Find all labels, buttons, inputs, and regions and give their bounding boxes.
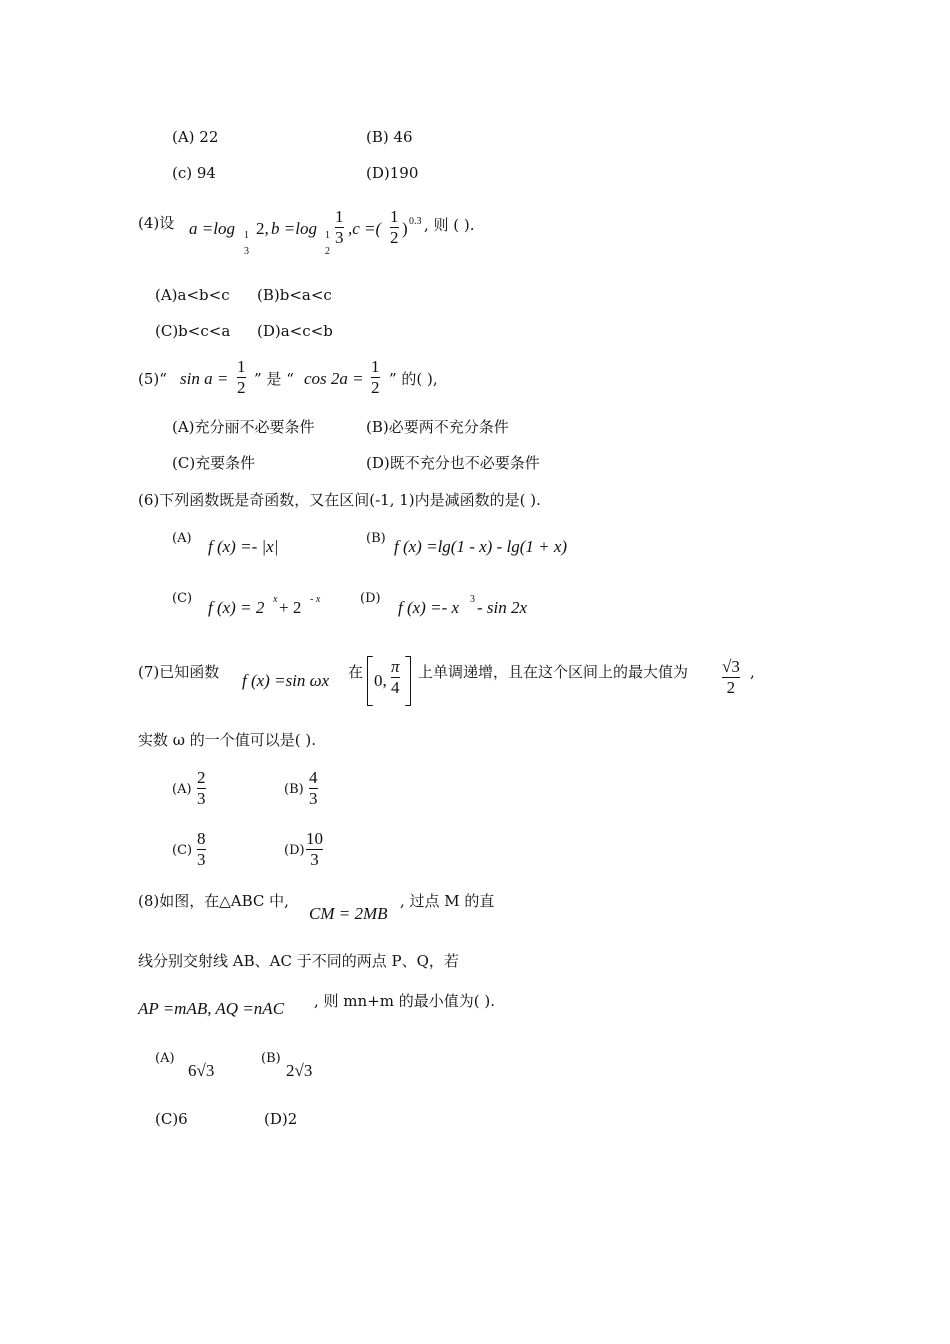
q6-option-c-label: (C): [172, 591, 193, 606]
q7-max-num: √3: [722, 657, 740, 676]
q4-frac-c-num: 1: [390, 207, 399, 226]
q7-option-c-frac: [197, 829, 206, 870]
q4-option-d: (D)a<c<b: [257, 322, 333, 340]
q6-option-a-label: (A): [172, 531, 192, 546]
q7-d-den: 3: [310, 850, 319, 869]
q6-option-b-expr: f (x) =lg(1 - x) - lg(1 + x): [394, 537, 568, 556]
q5-frac-1: [237, 357, 246, 398]
q3-option-d: (D)190: [366, 164, 419, 182]
q5-frac-2-num: 1: [371, 357, 380, 376]
q7-b-den: 3: [309, 789, 318, 808]
q5-frac-2-den: 2: [371, 378, 380, 397]
q7-option-c-label: (C): [172, 843, 193, 858]
q4-expr-c: ,c =(: [348, 219, 382, 238]
q3-option-a: (A) 22: [172, 128, 219, 146]
q5-option-b: (B)必要两不充分条件: [366, 418, 509, 436]
q7-option-b-frac: [309, 768, 318, 809]
q4-exponent: 0.3: [409, 216, 422, 227]
q4-option-b: (B)b<a<c: [257, 286, 332, 304]
q5-sin: sin a =: [180, 369, 229, 388]
q5-number: (5)“: [138, 370, 167, 388]
q7-option-a-label: (A): [172, 782, 192, 797]
q4-paren: ): [402, 219, 408, 238]
q8-option-a-label: (A): [155, 1051, 175, 1066]
q4-frac-b-den: 3: [335, 228, 344, 247]
q5-frac-1-den: 2: [237, 378, 246, 397]
q4-frac-b: [335, 207, 344, 248]
q6-option-c-exp1: x: [273, 594, 278, 605]
q8-option-d: (D)2: [264, 1110, 298, 1128]
q7-pi: π: [391, 657, 400, 676]
q7-a-den: 3: [197, 789, 206, 808]
q7-middle: 上单调递增，且在这个区间上的最大值为: [418, 663, 689, 681]
q5-tail: ” 的( ),: [389, 370, 438, 388]
q7-max-value: [722, 657, 740, 698]
q4-tail: , 则 ( ).: [424, 216, 475, 234]
q6-option-d-tail: - sin 2x: [477, 598, 528, 617]
q6-option-c-exp2: - x: [310, 594, 321, 605]
q4-sub2-num: 1: [325, 230, 330, 241]
q7-number: (7)已知函数: [138, 663, 220, 681]
q4-option-a: (A)a<b<c: [155, 286, 230, 304]
q7-comma: ,: [750, 663, 755, 681]
q7-zai: 在: [348, 663, 364, 681]
q5-cos: cos 2a =: [304, 369, 364, 388]
q4-expr-b: b =log: [271, 219, 317, 238]
q7-interval-start: 0,: [374, 671, 387, 690]
q4-sub2-den: 2: [325, 246, 330, 257]
q7-function: f (x) =sin ωx: [242, 671, 330, 690]
q7-interval-end: [391, 657, 400, 698]
q4-option-c: (C)b<c<a: [155, 322, 231, 340]
q8-cm-relation: CM = 2MB: [309, 904, 388, 923]
q4-sub1-den: 3: [244, 246, 249, 257]
q6-option-c-expr: f (x) = 2: [208, 598, 265, 617]
q7-c-num: 8: [197, 829, 206, 848]
q5-option-a: (A)充分丽不必要条件: [172, 418, 315, 436]
q4-frac-c: [390, 207, 399, 248]
q8-option-b-value: 2√3: [286, 1061, 313, 1080]
q8-line1-tail: , 过点 M 的直: [400, 892, 495, 910]
q5-frac-1-num: 1: [237, 357, 246, 376]
q8-option-c: (C)6: [155, 1110, 188, 1128]
q7-pi-den: 4: [391, 678, 400, 697]
q7-a-num: 2: [197, 768, 206, 787]
q4-expr-a: a =log: [189, 219, 235, 238]
q8-line3-tail: , 则 mn+m 的最小值为( ).: [314, 992, 495, 1010]
q5-option-c: (C)充要条件: [172, 454, 256, 472]
q6-option-c-mid: + 2: [279, 598, 302, 617]
q6-option-b-label: (B): [366, 531, 386, 546]
q7-option-d-frac: [306, 829, 323, 870]
q5-frac-2: [371, 357, 380, 398]
q6-stem: (6)下列函数既是奇函数，又在区间(-1, 1)内是减函数的是( ).: [138, 491, 541, 509]
q4-frac-b-num: 1: [335, 207, 344, 226]
q7-option-b-label: (B): [284, 782, 304, 797]
q8-option-b-label: (B): [261, 1051, 281, 1066]
q7-d-num: 10: [306, 829, 323, 848]
q5-middle: ” 是 “: [254, 370, 294, 388]
q8-option-a-value: 6√3: [188, 1061, 215, 1080]
q7-left-bracket: [367, 656, 373, 706]
q7-right-bracket: [405, 656, 411, 706]
q4-frac-c-den: 2: [390, 228, 399, 247]
q8-line2: 线分别交射线 AB、AC 于不同的两点 P、Q，若: [138, 952, 459, 970]
q7-option-a-frac: [197, 768, 206, 809]
q7-b-num: 4: [309, 768, 318, 787]
q8-vector-relations: AP =mAB, AQ =nAC: [138, 999, 285, 1018]
q7-option-d-label: (D): [284, 843, 305, 858]
q5-option-d: (D)既不充分也不必要条件: [366, 454, 540, 472]
q7-max-den: 2: [726, 678, 736, 697]
q8-line1: (8)如图，在△ABC 中,: [138, 892, 289, 910]
q7-c-den: 3: [197, 850, 206, 869]
q6-option-a-expr: f (x) =- |x|: [208, 537, 279, 556]
q4-sub1-num: 1: [244, 230, 249, 241]
q4-number: (4)设: [138, 214, 175, 232]
q6-option-d-label: (D): [360, 591, 381, 606]
q6-option-d-exp: 3: [470, 594, 475, 605]
q3-option-b: (B) 46: [366, 128, 413, 146]
q7-line2: 实数 ω 的一个值可以是( ).: [138, 731, 317, 749]
q6-option-d-expr: f (x) =- x: [398, 598, 460, 617]
q4-expr-a-val: 2,: [256, 219, 269, 238]
q3-option-c: (c) 94: [172, 164, 216, 182]
